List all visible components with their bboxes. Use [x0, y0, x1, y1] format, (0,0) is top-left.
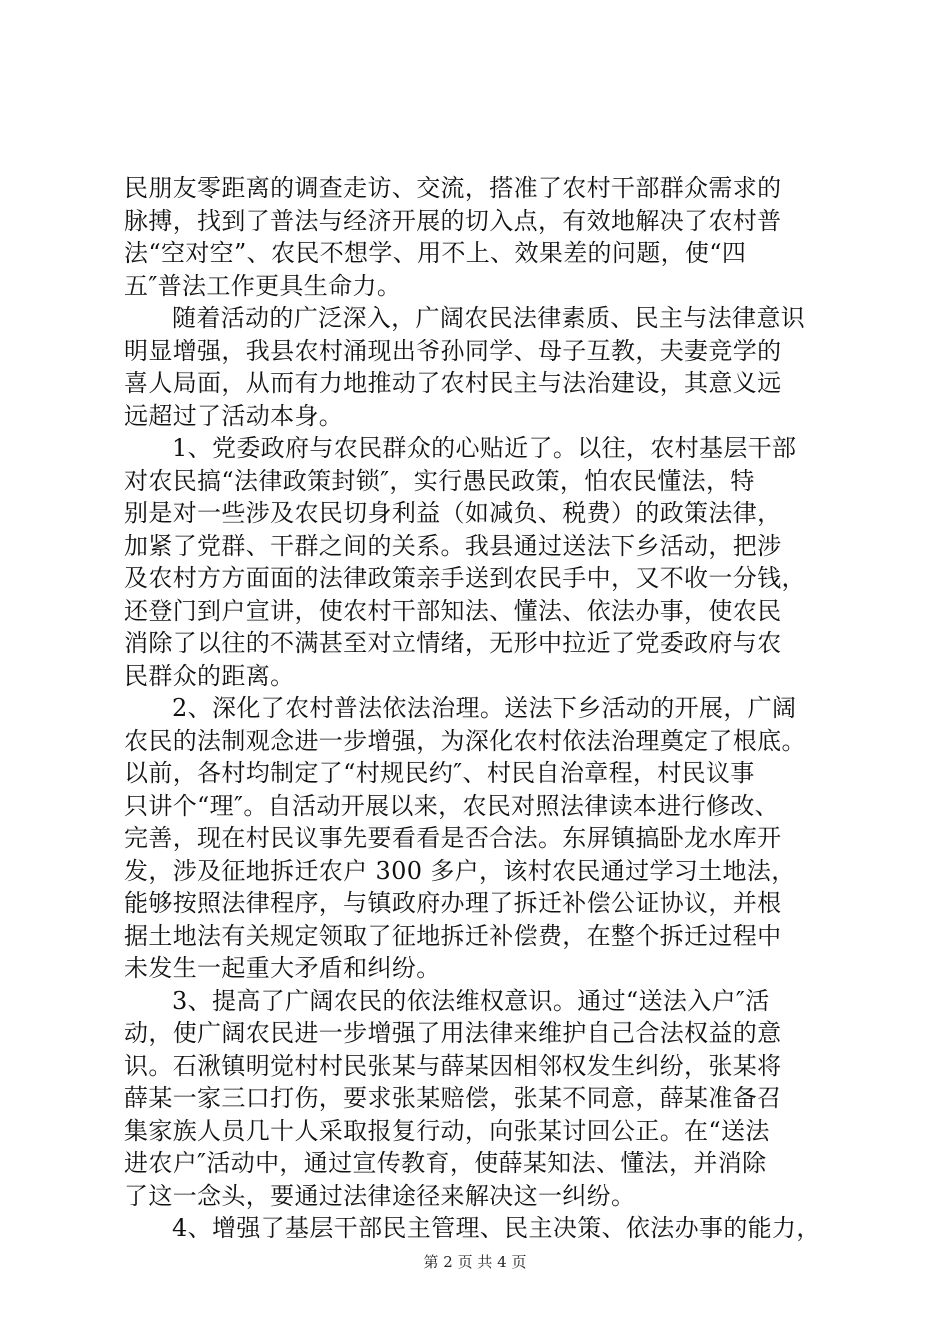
- text-line: 别是对一些涉及农民切身利益（如减负、税费）的政策法律，: [124, 499, 782, 527]
- text-line: 未发生一起重大矛盾和纠纷。: [124, 954, 441, 982]
- text-line: 还登门到户宣讲，使农村干部知法、懂法、依法办事，使农民: [124, 596, 782, 625]
- paragraph-first-line: 3、提高了广阔农民的依法维权意识。通过“送法入户″活: [172, 986, 770, 1015]
- paragraph-first-line: 4、增强了基层干部民主管理、民主决策、依法办事的能力，: [172, 1214, 821, 1242]
- text-line: 集家族人员几十人采取报复行动，向张某讨回公正。在“送法: [124, 1116, 770, 1145]
- paragraph-first-line: 1、党委政府与农民群众的心贴近了。以往，农村基层干部: [172, 434, 797, 462]
- text-line: 脉搏，找到了普法与经济开展的切入点，有效地解决了农村普: [124, 206, 782, 235]
- text-line: 民朋友零距离的调查走访、交流，搭准了农村干部群众需求的: [124, 174, 782, 202]
- text-line: 对农民搞“法律政策封锁″，实行愚民政策，怕农民懂法，特: [124, 466, 755, 495]
- text-line: 进农户″活动中，通过宣传教育，使薛某知法、懂法，并消除: [124, 1149, 767, 1177]
- text-line: 加紧了党群、干群之间的关系。我县通过送法下乡活动，把涉: [124, 531, 782, 560]
- text-line: 能够按照法律程序，与镇政府办理了拆迁补偿公证协议，并根: [124, 889, 782, 917]
- text-line: 只讲个“理″。自活动开展以来，农民对照法律读本进行修改、: [124, 791, 780, 820]
- text-line: 喜人局面，从而有力地推动了农村民主与法治建设，其意义远: [124, 369, 782, 397]
- text-line: 及农村方方面面的法律政策亲手送到农民手中，又不收一分钱，: [124, 564, 806, 592]
- text-line: 了这一念头，要通过法律途径来解决这一纠纷。: [124, 1181, 636, 1210]
- text-line: 法“空对空”、农民不想学、用不上、效果差的问题，使“四: [124, 239, 747, 267]
- text-line: 以前，各村均制定了“村规民约″、村民自治章程，村民议事: [124, 759, 755, 787]
- text-line: 五″普法工作更具生命力。: [124, 271, 402, 300]
- text-line: 消除了以往的不满甚至对立情绪，无形中拉近了党委政府与农: [124, 629, 782, 657]
- text-line: 明显增强，我县农村涌现出爷孙同学、母子互教，夫妻竞学的: [124, 336, 782, 365]
- text-line: 动，使广阔农民进一步增强了用法律来维护自己合法权益的意: [124, 1019, 782, 1047]
- text-line: 农民的法制观念进一步增强，为深化农村依法治理奠定了根底。: [124, 726, 806, 755]
- document-body: [124, 172, 836, 1245]
- text-line: 民群众的距离。: [124, 661, 295, 690]
- text-line: 薛某一家三口打伤，要求张某赔偿，张某不同意，薛某准备召: [124, 1084, 782, 1112]
- text-line: 识。石湫镇明觉村村民张某与薛某因相邻权发生纠纷，张某将: [124, 1051, 782, 1080]
- text-line: 据土地法有关规定领取了征地拆迁补偿费，在整个拆迁过程中: [124, 921, 782, 950]
- paragraph-first-line: 随着活动的广泛深入，广阔农民法律素质、民主与法律意识: [172, 304, 806, 332]
- paragraph-first-line: 2、深化了农村普法依法治理。送法下乡活动的开展，广阔: [172, 694, 797, 722]
- text-line: 发，涉及征地拆迁农户 300 多户，该村农民通过学习土地法，: [124, 856, 796, 885]
- text-line: 远超过了活动本身。: [124, 401, 344, 430]
- page-footer: 第 2 页 共 4 页: [423, 1253, 527, 1271]
- text-line: 完善，现在村民议事先要看看是否合法。东屏镇搞卧龙水库开: [124, 824, 782, 852]
